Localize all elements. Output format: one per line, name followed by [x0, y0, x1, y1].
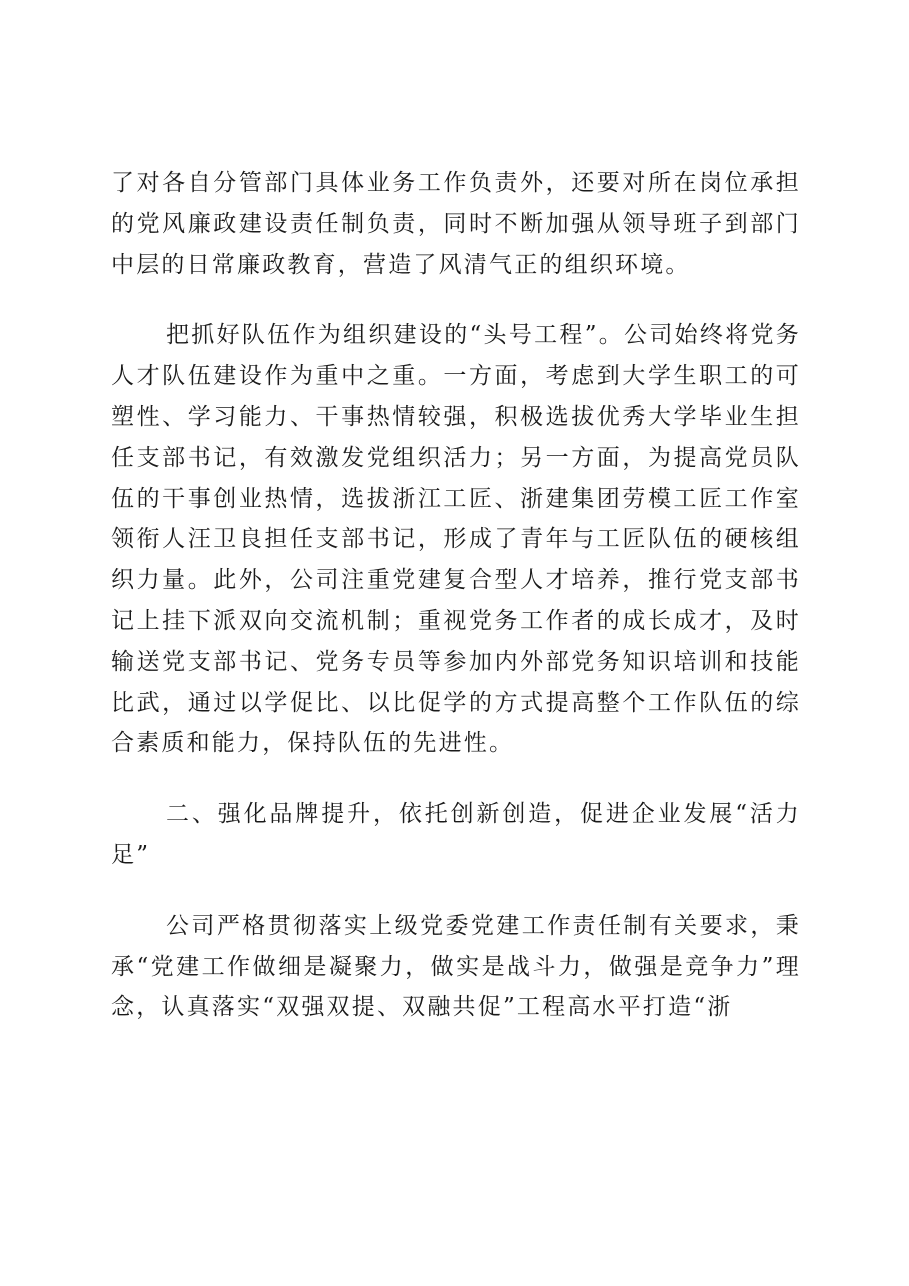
- paragraph-gap: [111, 764, 801, 794]
- paragraph-gap: [111, 285, 801, 315]
- paragraph-gap: [111, 876, 801, 906]
- paragraph-brand: 公司严格贯彻落实上级党委党建工作责任制有关要求，秉承“党建工作做细是凝聚力，做实是战斗力，做强是竞争力”理念，认真落实“双强双提、双融共促”工程高水平打造“浙: [111, 912, 801, 1021]
- paragraph-team-building: 把抓好队伍作为组织建设的“头号工程”。公司始终将党务人才队伍建设作为重中之重。一方面，考虑到大学生职工的可塑性、学习能力、干事热情较强，积极选拔优秀大学毕业生担任支部书记，有效激发党组织活力；另一方面，为提高党员队伍的干事创业热情，选拔浙江工匠、浙建集团劳模工匠工作室领衔人汪卫良担任支部书记，形成了青年与工匠队伍的硬核组织力量。此外，公司注重党建复合型人才培养，推行党支部书记上挂下派双向交流机制；重视党务工作者的成长成才，及时输送党支部书记、党务专员等参加内外部党务知识培训和技能比武，通过以学促比、以比促学的方式提高整个工作队伍的综合素质和能力，保持队伍的先进性。: [111, 322, 801, 757]
- section-heading: 二、强化品牌提升，依托创新创造，促进企业发展“活力足”: [111, 801, 801, 868]
- document-body: [111, 163, 801, 1028]
- paragraph-continuation: 了对各自分管部门具体业务工作负责外，还要对所在岗位承担的党风廉政建设责任制负责，同时不断加强从领导班子到部门中层的日常廉政教育，营造了风清气正的组织环境。: [111, 170, 801, 278]
